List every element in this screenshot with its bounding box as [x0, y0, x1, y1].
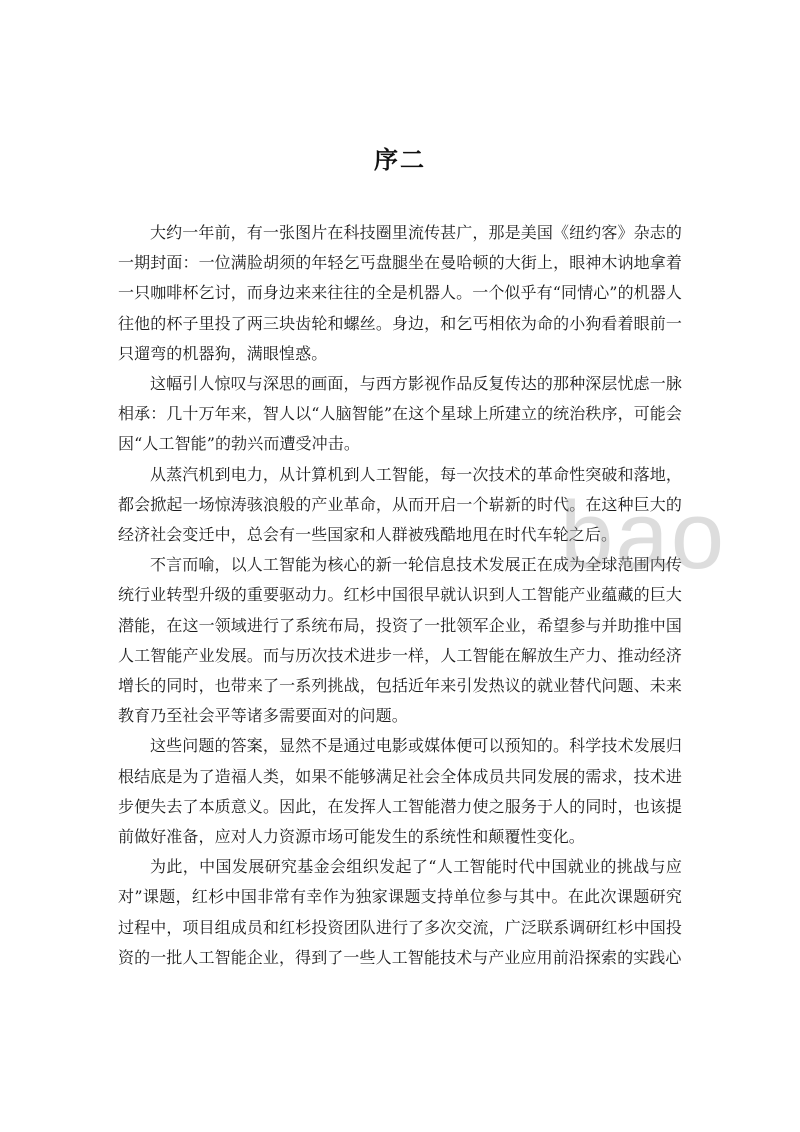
body-text [118, 218, 682, 973]
watermark: bao [560, 482, 727, 589]
paragraph-5: 这些问题的答案，显然不是通过电影或媒体便可以预知的。科学技术发展归根结底是为了造福人类，如果不能够满足社会全体成员共同发展的需求，技术进步便失去了本质意义。因此，在发挥人工智能潜力使之服务于人的同时，也该提前做好准备，应对人力资源市场可能发生的系统性和颠覆性变化。 [118, 736, 682, 847]
paragraph-4: 不言而喻，以人工智能为核心的新一轮信息技术发展正在成为全球范围内传统行业转型升级的重要驱动力。红杉中国很早就认识到人工智能产业蕴藏的巨大潜能，在这一领域进行了系统布局，投资了一批领军企业，希望参与并助推中国人工智能产业发展。而与历次技术进步一样，人工智能在解放生产力、推动经济增长的同时，也带来了一系列挑战，包括近年来引发热议的就业替代问题、未来教育乃至社会平等诸多需要面对的问题。 [118, 555, 682, 726]
paragraph-3: 从蒸汽机到电力，从计算机到人工智能，每一次技术的革命性突破和落地，都会掀起一场惊涛骇浪般的产业革命，从而开启一个崭新的时代。在这种巨大的经济社会变迁中，总会有一些国家和人群被残酷地甩在时代车轮之后。 [118, 464, 682, 545]
paragraph-6: 为此，中国发展研究基金会组织发起了“人工智能时代中国就业的挑战与应对”课题，红杉中国非常有幸作为独家课题支持单位参与其中。在此次课题研究过程中，项目组成员和红杉投资团队进行了多次交流，广泛联系调研红杉中国投资的一批人工智能企业，得到了一些人工智能技术与产业应用前沿探索的实践心 [118, 857, 682, 967]
page-title: 序二 [374, 145, 426, 174]
paragraph-1: 大约一年前，有一张图片在科技圈里流传甚广，那是美国《纽约客》杂志的一期封面：一位满脸胡须的年轻乞丐盘腿坐在曼哈顿的大街上，眼神木讷地拿着一只咖啡杯乞讨，而身边来来往往的全是机器人。一个似乎有“同情心”的机器人往他的杯子里投了两三块齿轮和螺丝。身边，和乞丐相依为命的小狗看着眼前一只遛弯的机器狗，满眼惶惑。 [118, 223, 682, 363]
paragraph-2: 这幅引人惊叹与深思的画面，与西方影视作品反复传达的那种深层忧虑一脉相承：几十万年来，智人以“人脑智能”在这个星球上所建立的统治秩序，可能会因“人工智能”的勃兴而遭受冲击。 [118, 374, 682, 454]
